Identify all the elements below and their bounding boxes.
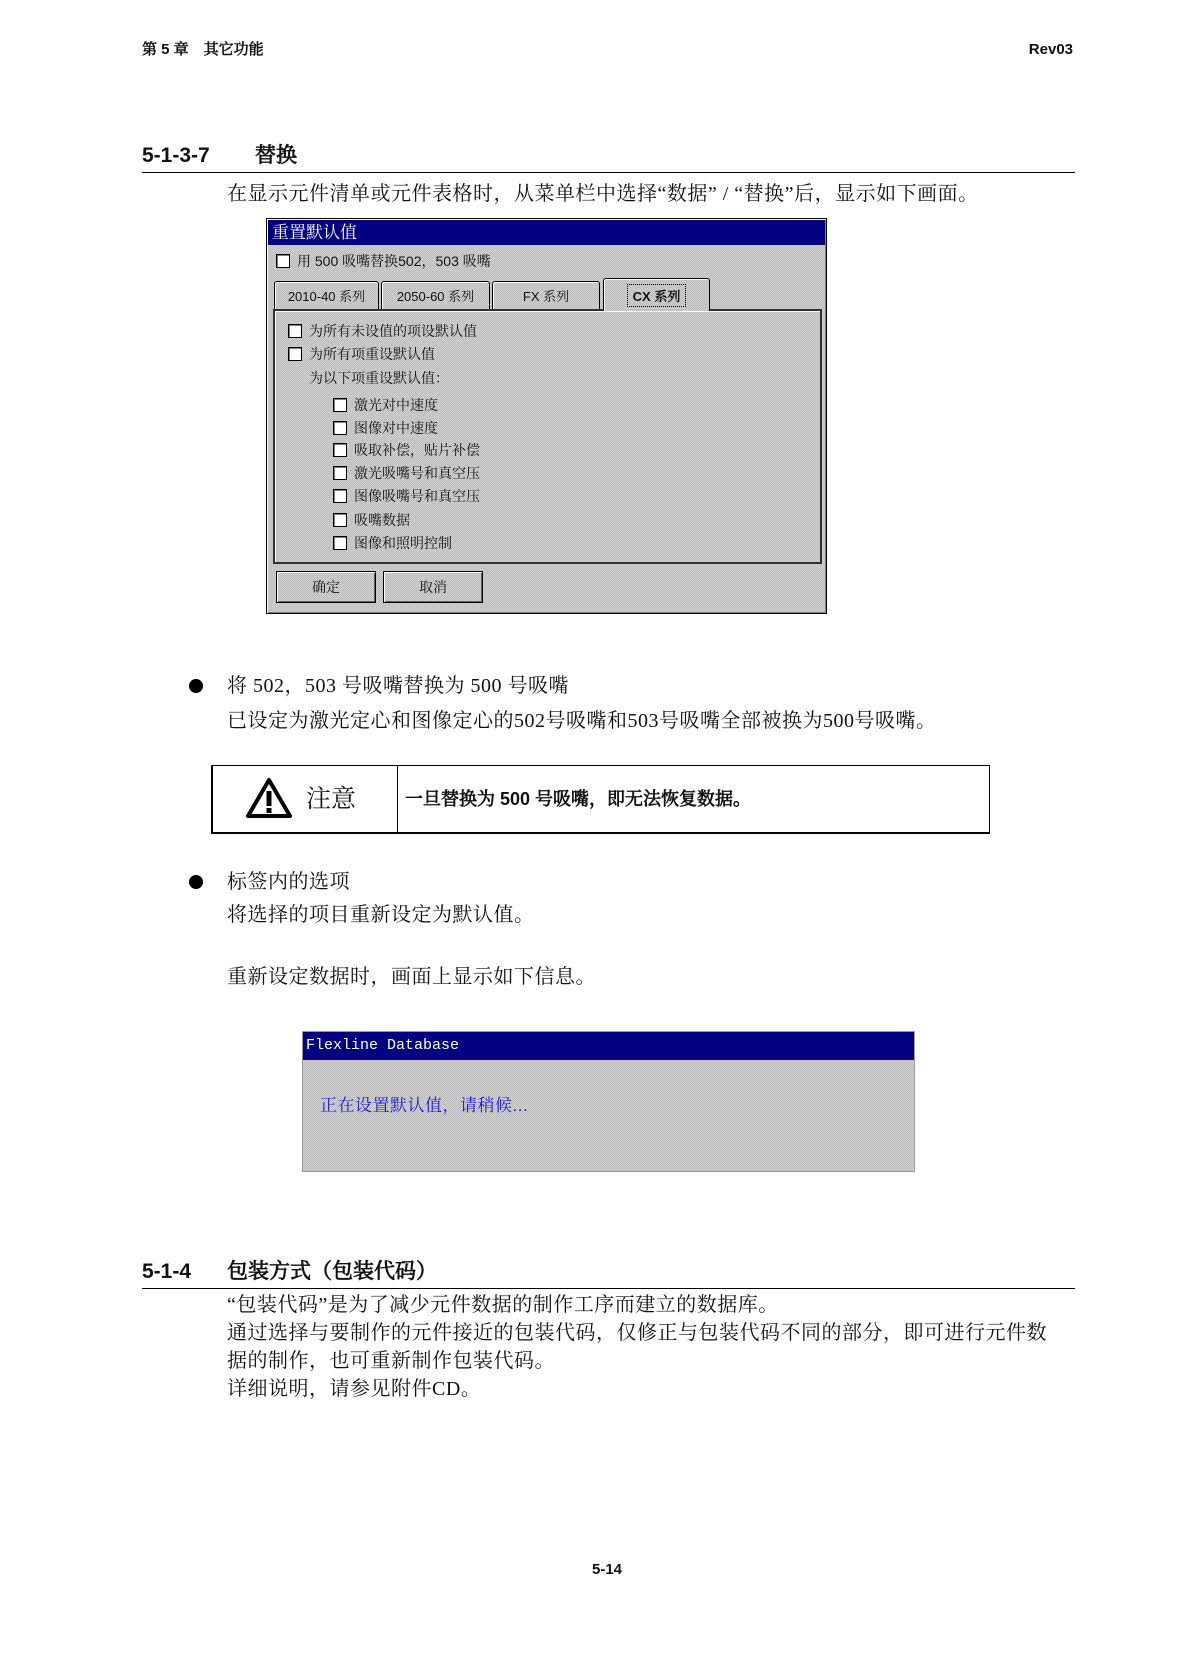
progress-title-bar[interactable] — [303, 1032, 914, 1060]
flexline-database-dialog — [302, 1031, 915, 1172]
sub-option-checkbox[interactable] — [333, 443, 347, 457]
sub-option-label: 图像吸嘴号和真空压 — [354, 488, 480, 504]
caution-label: 注意 — [306, 785, 357, 813]
sub-option-label: 激光对中速度 — [354, 397, 438, 413]
sub-option-label: 图像和照明控制 — [354, 535, 452, 551]
tab-label: 2050-60 系列 — [396, 289, 475, 304]
replace-nozzle-checkbox[interactable] — [276, 254, 290, 268]
caution-box — [211, 765, 990, 834]
section-rule — [142, 172, 1075, 173]
tab-fx-series[interactable] — [492, 281, 600, 309]
section-number: 5-1-3-7 — [142, 144, 210, 167]
reset-defaults-dialog — [266, 218, 827, 614]
section-intro: 在显示元件清单或元件表格时，从菜单栏中选择“数据” / “替换”后，显示如下画面。 — [227, 183, 979, 205]
option-checkbox[interactable] — [288, 324, 302, 338]
sub-option-nozzle-data[interactable] — [333, 510, 410, 530]
sub-option-laser-nozzle-vacuum[interactable] — [333, 463, 480, 483]
tab-label: 2010-40 系列 — [287, 289, 366, 304]
caution-divider — [397, 766, 398, 832]
tab-label: CX 系列 — [629, 286, 685, 305]
section-number: 5-1-4 — [142, 1260, 192, 1283]
paragraph-line: 据的制作，也可重新制作包装代码。 — [227, 1350, 555, 1372]
option-label: 为所有项重设默认值 — [309, 346, 435, 362]
tab-panel-cx-series — [273, 309, 822, 564]
sub-option-label: 图像对中速度 — [354, 420, 438, 436]
sub-option-checkbox[interactable] — [333, 398, 347, 412]
sub-option-image-centering-speed[interactable] — [333, 418, 438, 438]
tab-label: FX 系列 — [522, 289, 570, 304]
reset-message-note: 重新设定数据时，画面上显示如下信息。 — [227, 966, 596, 988]
option-reset-all-items[interactable] — [288, 344, 435, 364]
option-label: 为所有未设值的项设默认值 — [309, 323, 477, 339]
sub-option-image-nozzle-vacuum[interactable] — [333, 486, 480, 506]
section-rule — [142, 1288, 1075, 1289]
bullet-replace-heading: 将 502，503 号吸嘴替换为 500 号吸嘴 — [227, 675, 569, 697]
caution-message: 一旦替换为 500 号吸嘴，即无法恢复数据。 — [405, 789, 752, 809]
cancel-button[interactable]: 取消 — [383, 571, 483, 603]
replace-nozzle-option[interactable] — [276, 251, 491, 271]
warning-icon — [245, 777, 293, 819]
option-checkbox[interactable] — [288, 347, 302, 361]
sub-option-checkbox[interactable] — [333, 421, 347, 435]
section-title: 包装方式（包装代码） — [227, 1260, 437, 1283]
dialog-title-bar[interactable] — [268, 220, 825, 245]
bullet-replace-description: 已设定为激光定心和图像定心的502号吸嘴和503号吸嘴全部被换为500号吸嘴。 — [227, 710, 937, 732]
sub-option-checkbox[interactable] — [333, 489, 347, 503]
dialog-title: 重置默认值 — [272, 223, 357, 242]
replace-nozzle-label: 用 500 吸嘴替换502，503 吸嘴 — [297, 253, 491, 269]
ok-button[interactable]: 确定 — [276, 571, 376, 603]
sub-options-heading: 为以下项重设默认值： — [309, 370, 449, 386]
page-number: 5-14 — [591, 1561, 623, 1578]
sub-option-label: 吸取补偿，贴片补偿 — [354, 442, 480, 458]
sub-option-pick-place-compensation[interactable] — [333, 440, 480, 460]
sub-option-checkbox[interactable] — [333, 466, 347, 480]
bullet-tab-options-description: 将选择的项目重新设定为默认值。 — [227, 904, 535, 926]
bullet-tab-options-heading: 标签内的选项 — [227, 871, 350, 893]
sub-option-image-lighting-control[interactable] — [333, 533, 452, 553]
tab-2010-40-series[interactable] — [274, 281, 379, 309]
tab-2050-60-series[interactable] — [381, 281, 490, 309]
option-unset-items-default[interactable] — [288, 321, 477, 341]
bullet-icon — [189, 875, 203, 889]
progress-title: Flexline Database — [306, 1037, 460, 1054]
paragraph-line: 通过选择与要制作的元件接近的包装代码，仅修正与包装代码不同的部分，即可进行元件数 — [227, 1322, 1047, 1344]
tab-cx-series[interactable] — [603, 278, 710, 311]
chapter-header: 第 5 章 其它功能 — [142, 41, 264, 58]
sub-option-checkbox[interactable] — [333, 513, 347, 527]
section-title: 替换 — [255, 144, 297, 167]
sub-option-laser-centering-speed[interactable] — [333, 395, 438, 415]
bullet-icon — [189, 679, 203, 693]
paragraph-line: “包装代码”是为了减少元件数据的制作工序而建立的数据库。 — [227, 1294, 779, 1316]
revision-label: Rev03 — [1028, 41, 1073, 58]
paragraph-line: 详细说明，请参见附件CD。 — [227, 1378, 482, 1400]
progress-message: 正在设置默认值，请稍候... — [320, 1096, 529, 1115]
sub-option-checkbox[interactable] — [333, 536, 347, 550]
sub-option-label: 激光吸嘴号和真空压 — [354, 465, 480, 481]
sub-option-label: 吸嘴数据 — [354, 512, 410, 528]
